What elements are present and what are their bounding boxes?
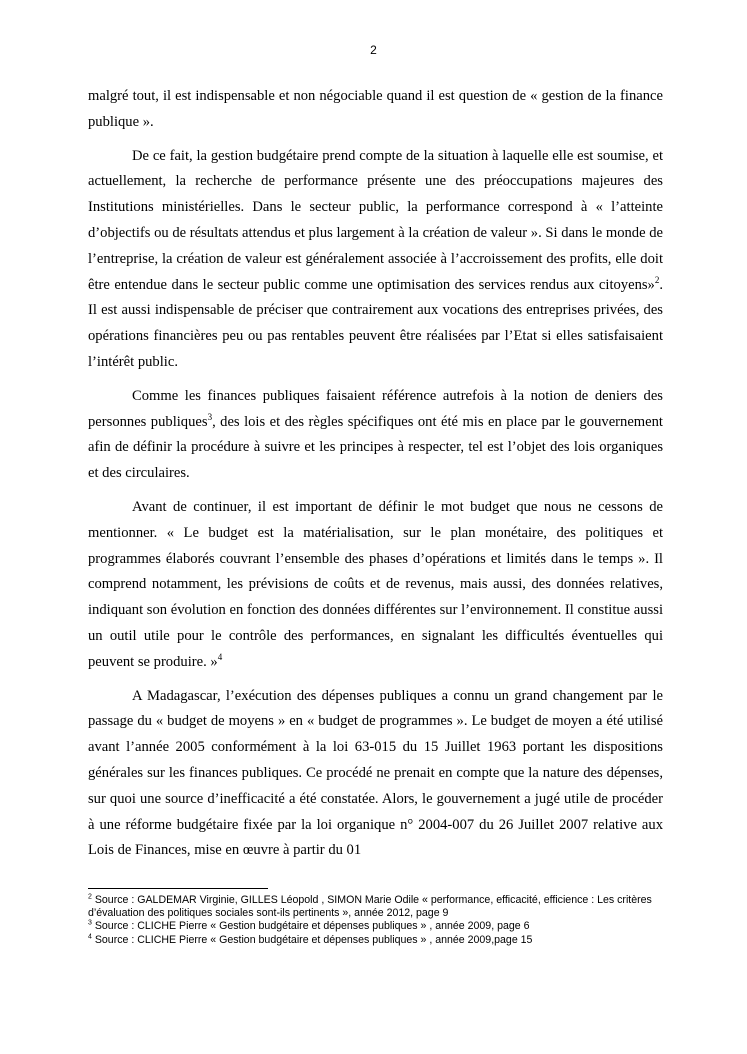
paragraph-3 xyxy=(88,384,663,487)
footnote-ref-3[interactable]: 3 xyxy=(207,411,213,422)
paragraph-1 xyxy=(88,84,663,136)
footnote-4-text: Source : CLICHE Pierre « Gestion budgétaire et dépenses publiques » , année 2009,page 15 xyxy=(91,933,533,946)
footnote-3-text: Source : CLICHE Pierre « Gestion budgétaire et dépenses publiques » , année 2009, page 6 xyxy=(91,920,530,933)
footnote-separator xyxy=(88,888,268,889)
paragraph-4-text: Avant de continuer, il est important de définir le mot budget que nous ne cessons de mentionner. « Le budget est la matérialisation, sur le plan monétaire, des politiques et programmes élaborés couvrant l’ensemble des phases d’opérations et limités dans le temps ». Il comprend notamment, les prévisions de coûts et de revenus, mais aussi, des données relatives, indiquant son évolution en fonction des données différentes sur l’environnement. Il constitue aussi un outil utile pour le contrôle des performances, en signalant les difficultés éventuelles qui peuvent se produire. » xyxy=(88,498,663,670)
footnote-4 xyxy=(88,934,663,947)
page-number: 2 xyxy=(370,43,377,57)
paragraph-5-text: A Madagascar, l’exécution des dépenses publiques a connu un grand changement par le passage du « budget de moyens » en « budget de programmes ». Le budget de moyen a été utilisé avant l’année 2005 conformément à la loi 63-015 du 15 Juillet 1963 portant les dispositions générales sur les finances publiques. Ce procédé ne prenait en compte que la nature des dépenses, sur quoi une source d’inefficacité a été constatée. Alors, le gouvernement a jugé utile de procéder à une réforme budgétaire fixée par la loi organique n° 2004-007 du 26 Juillet 2007 relative aux Lois de Finances, mise en œuvre à partir du 01 xyxy=(88,687,663,859)
body-text xyxy=(88,84,663,872)
footnote-2-text: Source : GALDEMAR Virginie, GILLES Léopold , SIMON Marie Odile « performance, efficacité, efficience : Les critères d’évaluation des politiques sociales sont-ils pertinents », année 2012, page 9 xyxy=(88,894,652,920)
paragraph-2 xyxy=(88,144,663,376)
paragraph-1-text: malgré tout, il est indispensable et non négociable quand il est question de « gestion de la finance publique ». xyxy=(88,88,663,130)
footnote-ref-2[interactable]: 2 xyxy=(654,274,660,285)
footnote-number-3: 3 xyxy=(88,919,92,927)
paragraph-2-text-a: De ce fait, la gestion budgétaire prend compte de la situation à laquelle elle est soumise, et actuellement, la recherche de performance présente une des préoccupations majeures des Institutions ministérielles. Dans le secteur public, la performance correspond à « l’atteinte d’objectifs ou de résultats attendus et plus largement à la création de valeur ». Si dans le monde de l’entreprise, la création de valeur est généralement associée à l’accroissement des profits, elle doit être entendue dans le secteur public comme une optimisation des services rendus aux citoyens» xyxy=(88,147,663,293)
paragraph-3-text-b: , des lois et des règles spécifiques ont été mis en place par le gouvernement afin de définir la procédure à suivre et les principes à respecter, tel est l’objet des lois organiques et des circulaires. xyxy=(88,413,663,482)
paragraph-5 xyxy=(88,684,663,865)
footnotes xyxy=(88,894,663,947)
footnote-ref-4[interactable]: 4 xyxy=(217,651,223,662)
footnote-number-4: 4 xyxy=(88,933,92,941)
paragraph-3-text-a: Comme les finances publiques faisaient référence autrefois à la notion de deniers des personnes publiques xyxy=(88,387,663,430)
paragraph-4 xyxy=(88,495,663,676)
footnote-3 xyxy=(88,920,663,933)
paragraph-2-text-b: . Il est aussi indispensable de préciser que contrairement aux vocations des entreprises privées, des opérations financières peu ou pas rentables peuvent être réalisées par l’Etat si elles satisfaisaient l’intérêt public. xyxy=(88,276,663,370)
footnote-2 xyxy=(88,894,663,920)
footnote-number-2: 2 xyxy=(88,893,92,901)
